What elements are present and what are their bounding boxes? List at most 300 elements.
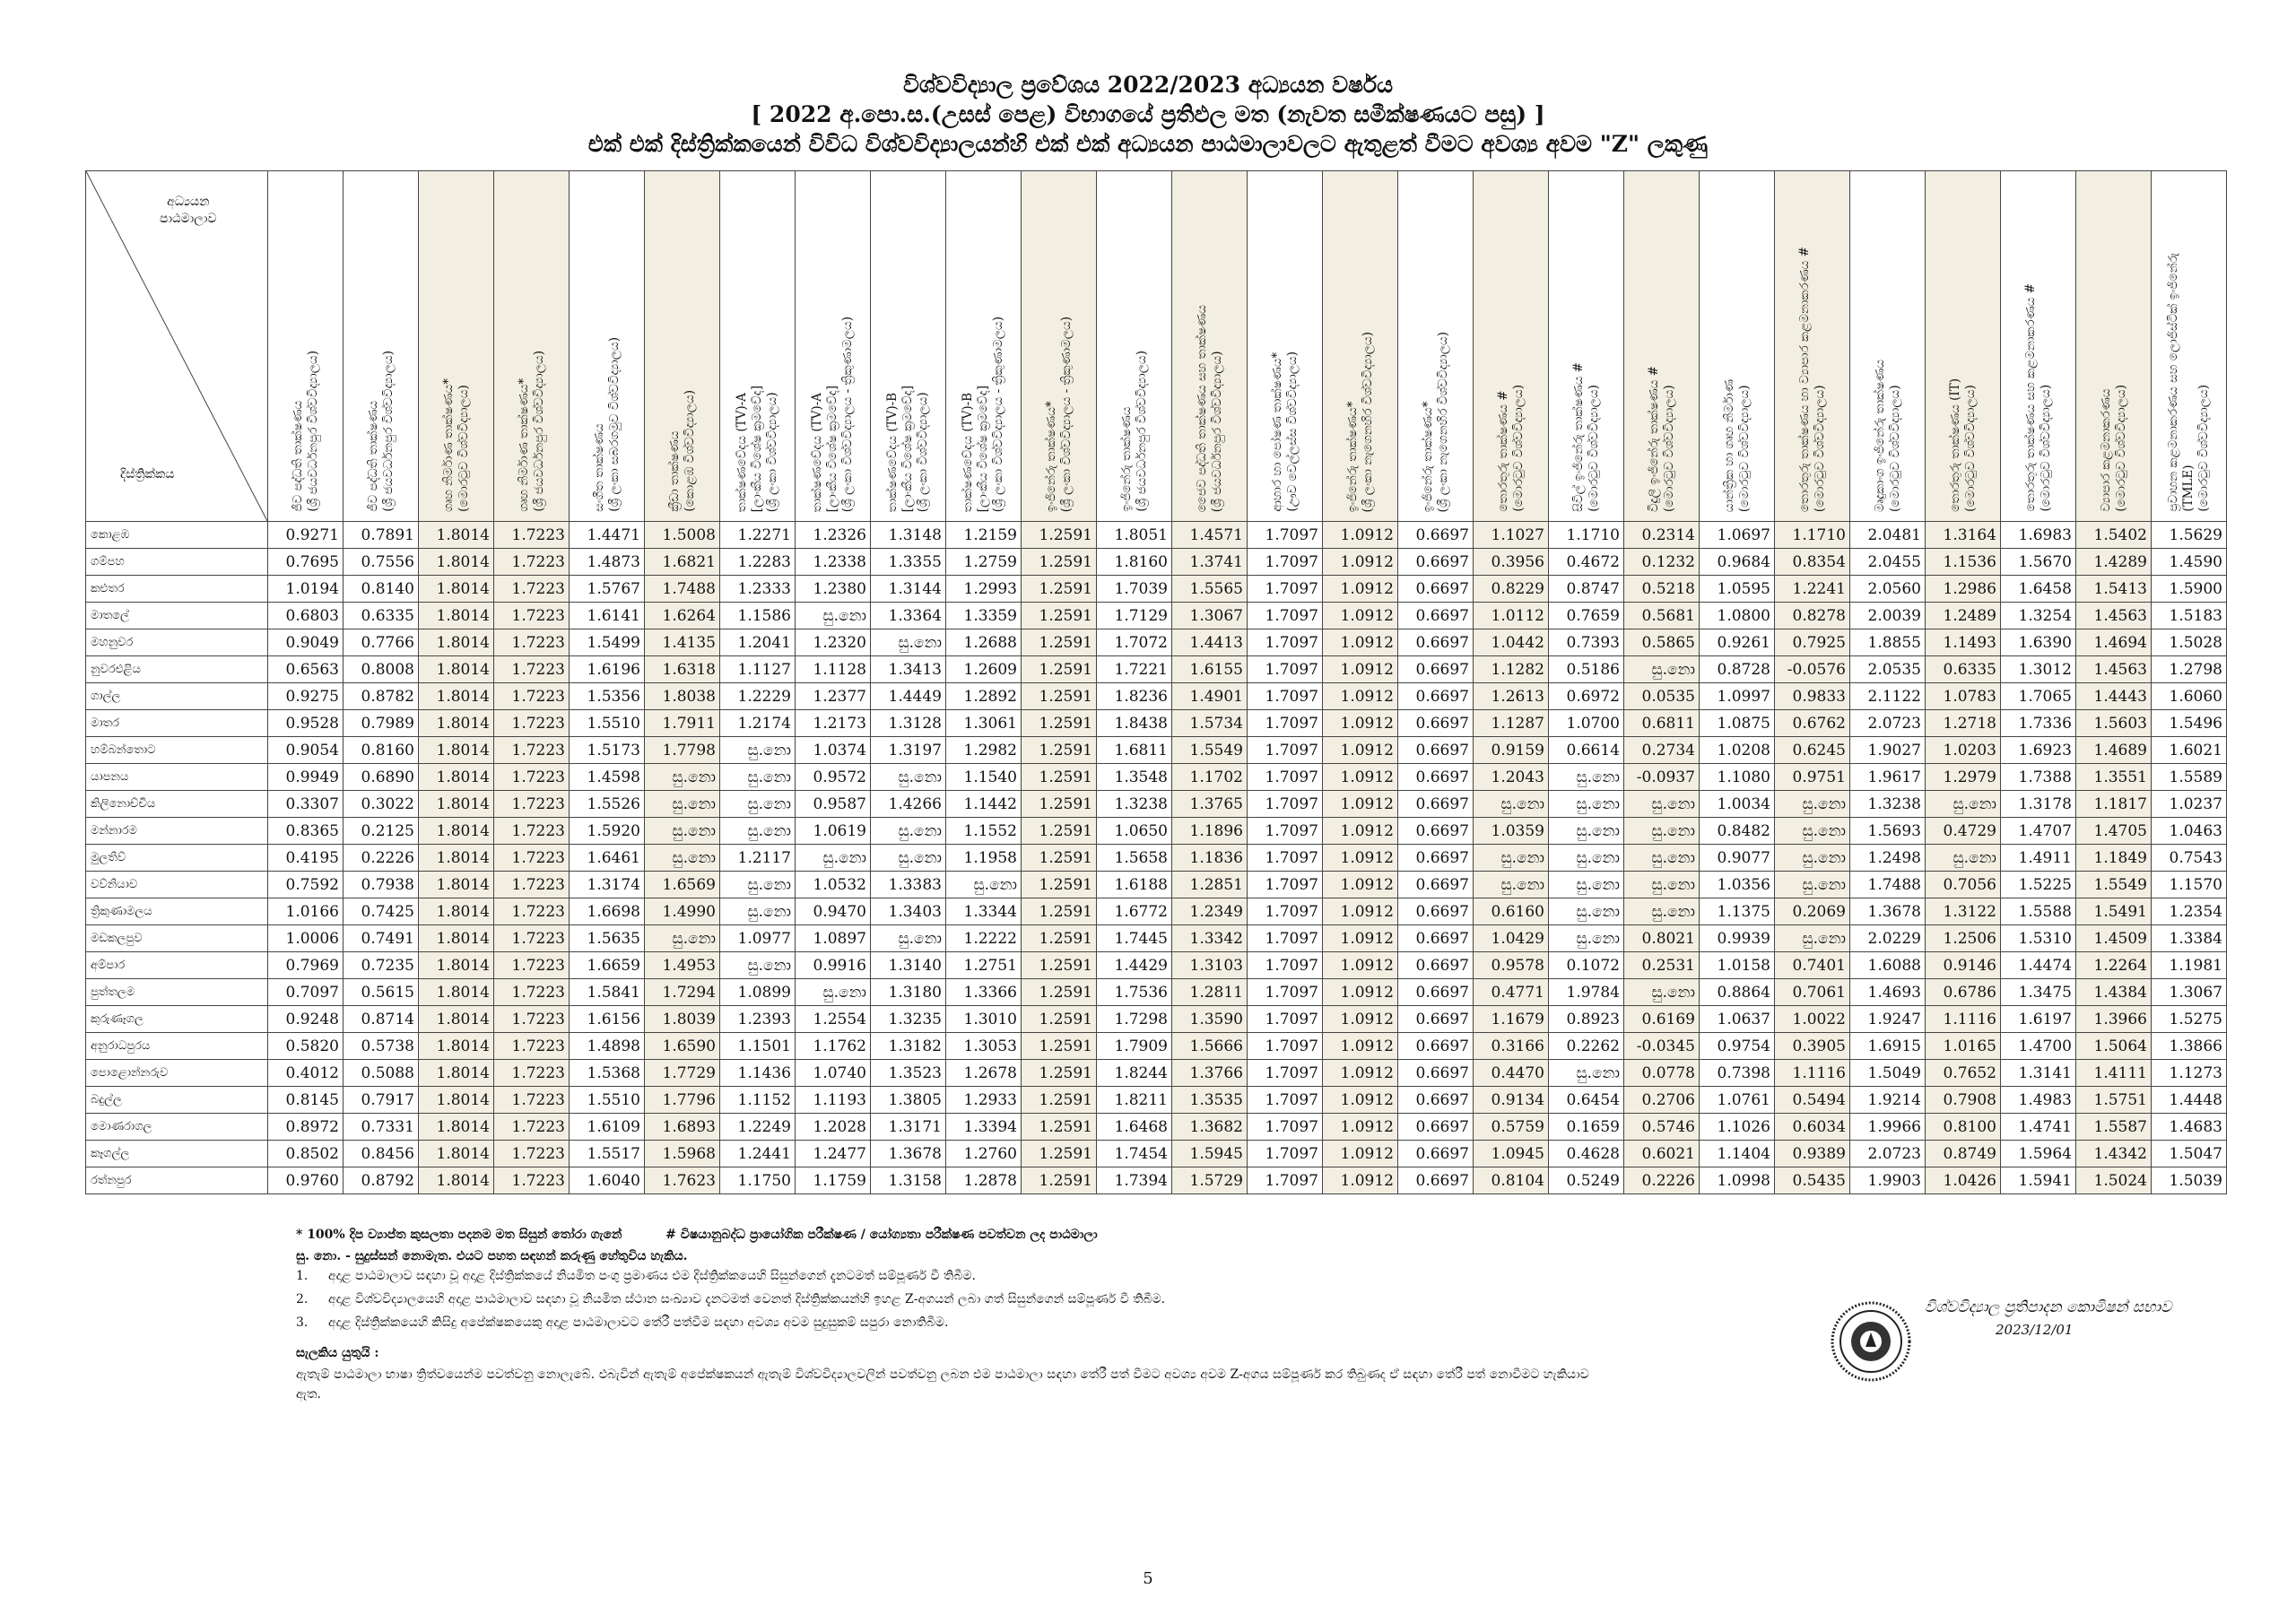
z-score-cell: 0.6890 <box>344 764 419 791</box>
z-score-cell: 1.0912 <box>1323 1060 1398 1087</box>
z-score-cell: 1.8039 <box>645 1006 720 1033</box>
z-score-cell: 0.4470 <box>1474 1060 1549 1087</box>
z-score-cell: 1.5945 <box>1172 1141 1248 1167</box>
district-name: කුරුණෑගල <box>86 1006 268 1033</box>
z-score-cell: 1.7623 <box>645 1167 720 1194</box>
z-score-cell: 0.3166 <box>1474 1033 1549 1060</box>
table-row <box>86 576 2227 603</box>
note-item-number: 3. <box>296 1315 309 1330</box>
z-score-cell: 1.9027 <box>1850 737 1926 764</box>
column-header-label: ජීව පද්ධති තාක්ෂණය (ශ්‍රී ජයවර්ධනපුර විශ්වවිද්‍යාලය) <box>290 351 320 512</box>
z-score-cell: 1.2851 <box>1172 872 1248 898</box>
z-score-cell: 1.5587 <box>2076 1114 2152 1141</box>
z-score-cell: 1.9784 <box>1549 979 1624 1006</box>
column-header-label: තාක්ෂණවේදය (TV)-A [ලාංකීය විශේෂ ක්‍රමවේද] (ශ්‍රී ලංකා විශ්වවිද්‍යාලය) <box>735 385 779 512</box>
z-score-cell: 1.0650 <box>1097 818 1172 845</box>
column-header <box>1850 171 1926 522</box>
z-score-cell: 1.2320 <box>796 629 871 656</box>
z-score-cell: 1.4683 <box>2152 1114 2227 1141</box>
z-score-cell: 1.3590 <box>1172 1006 1248 1033</box>
z-score-cell: 1.4111 <box>2076 1060 2152 1087</box>
z-score-cell: 1.4873 <box>570 549 645 576</box>
z-score-cell: -0.0345 <box>1624 1033 1700 1060</box>
district-name: මොණරාගල <box>86 1114 268 1141</box>
z-score-cell: 1.2489 <box>1926 603 2001 629</box>
z-score-cell: සු.නො <box>871 629 946 656</box>
z-score-cell: 1.7223 <box>494 522 570 549</box>
z-score-cell: 1.2591 <box>1022 1006 1097 1033</box>
z-score-cell: 1.2249 <box>720 1114 796 1141</box>
z-score-cell: 1.2591 <box>1022 522 1097 549</box>
z-score-cell: සු.නො <box>1624 791 1700 818</box>
z-score-cell: 1.7097 <box>1248 872 1323 898</box>
z-score-cell: 1.5049 <box>1850 1060 1926 1087</box>
z-score-cell: 1.6590 <box>645 1033 720 1060</box>
column-header <box>1022 171 1097 522</box>
column-header-label: තොරතුරු තාක්ෂණය හා ව්‍යාපාර කළමනාකරණය # (මොරටුව විශ්වවිද්‍යාලය) <box>1796 246 1827 512</box>
z-score-cell: 1.2264 <box>2076 952 2152 979</box>
z-score-cell: 0.6697 <box>1398 979 1474 1006</box>
z-score-cell: සු.නො <box>720 737 796 764</box>
z-score-cell: 1.7223 <box>494 845 570 872</box>
z-score-cell: 0.7917 <box>344 1087 419 1114</box>
z-score-cell: 1.5941 <box>2001 1167 2076 1194</box>
z-score-cell: සු.නො <box>1775 872 1850 898</box>
z-score-cell: 1.7223 <box>494 952 570 979</box>
column-header-label: ගෘහ නිර්මාණ තාක්ෂණය* (ශ්‍රී ජයවර්ධනපුර විශ්වවිද්‍යාලය) <box>516 351 546 512</box>
z-score-cell: 1.7097 <box>1248 791 1323 818</box>
z-score-cell: සු.නො <box>1549 791 1624 818</box>
table-row <box>86 764 2227 791</box>
z-score-cell: 1.0619 <box>796 818 871 845</box>
z-score-cell: 1.1817 <box>2076 791 2152 818</box>
z-score-cell: 1.0637 <box>1700 1006 1775 1033</box>
z-score-cell: 1.7097 <box>1248 898 1323 925</box>
z-score-cell: සු.නො <box>1474 872 1549 898</box>
z-score-cell: 1.5496 <box>2152 710 2227 737</box>
table-row <box>86 1114 2227 1141</box>
z-score-cell: 0.3956 <box>1474 549 1549 576</box>
z-score-cell: 2.0455 <box>1850 549 1926 576</box>
z-score-cell: 1.4953 <box>645 952 720 979</box>
z-score-cell: 1.7394 <box>1097 1167 1172 1194</box>
z-score-cell: 1.7223 <box>494 656 570 683</box>
note-line-2: සු. නො. - සුදුස්සන් නොමැත. එයට පහත සඳහන් කරුණු හේතුවිය හැකිය. <box>296 1249 688 1263</box>
z-score-cell: 1.7097 <box>1248 979 1323 1006</box>
z-score-table <box>85 170 2227 1194</box>
z-score-cell: 1.4983 <box>2001 1087 2076 1114</box>
z-score-cell: 0.7331 <box>344 1114 419 1141</box>
z-score-cell: 1.5413 <box>2076 576 2152 603</box>
z-score-cell: 0.9760 <box>268 1167 344 1194</box>
z-score-cell: 0.7925 <box>1775 629 1850 656</box>
column-header <box>2001 171 2076 522</box>
column-header <box>2152 171 2227 522</box>
z-score-cell: 1.6458 <box>2001 576 2076 603</box>
z-score-cell: 1.0022 <box>1775 1006 1850 1033</box>
z-score-cell: 1.1836 <box>1172 845 1248 872</box>
table-corner-header <box>86 171 268 522</box>
z-score-cell: 0.5681 <box>1624 603 1700 629</box>
z-score-cell: 0.1072 <box>1549 952 1624 979</box>
z-score-cell: සු.නො <box>871 764 946 791</box>
z-score-cell: 1.3475 <box>2001 979 2076 1006</box>
z-score-cell: 0.8278 <box>1775 603 1850 629</box>
table-row <box>86 737 2227 764</box>
z-score-cell: 1.7072 <box>1097 629 1172 656</box>
z-score-cell: 1.2271 <box>720 522 796 549</box>
z-score-cell: 1.6390 <box>2001 629 2076 656</box>
table-row <box>86 952 2227 979</box>
z-score-cell: 2.0535 <box>1850 656 1926 683</box>
z-score-cell: 0.7393 <box>1549 629 1624 656</box>
z-score-cell: 1.1849 <box>2076 845 2152 872</box>
z-score-cell: 1.4598 <box>570 764 645 791</box>
z-score-cell: 0.8160 <box>344 737 419 764</box>
z-score-cell: 1.6811 <box>1097 737 1172 764</box>
z-score-cell: 0.8972 <box>268 1114 344 1141</box>
z-score-cell: 1.4448 <box>2152 1087 2227 1114</box>
z-score-cell: 0.9470 <box>796 898 871 925</box>
z-score-cell: 1.7223 <box>494 1141 570 1167</box>
column-header <box>1549 171 1624 522</box>
z-score-cell: 0.6335 <box>344 603 419 629</box>
z-score-cell: 0.2531 <box>1624 952 1700 979</box>
note-item <box>296 1266 1165 1286</box>
z-score-cell: 1.1710 <box>1775 522 1850 549</box>
district-name: මාතර <box>86 710 268 737</box>
z-score-cell: 1.0912 <box>1323 791 1398 818</box>
z-score-cell: සු.නො <box>1624 979 1700 1006</box>
z-score-cell: 1.7294 <box>645 979 720 1006</box>
z-score-cell: 1.5183 <box>2152 603 2227 629</box>
z-score-cell: සු.නො <box>796 603 871 629</box>
z-score-cell: 1.0912 <box>1323 1033 1398 1060</box>
column-header-label: ක්‍රීඩා තාක්ෂණය (කොළඹ විශ්වවිද්‍යාලය) <box>666 390 697 512</box>
z-score-cell: 1.5275 <box>2152 1006 2227 1033</box>
title-line-2: [ 2022 අ.පො.ස.(උසස් පෙළ) විභාගයේ ප්‍රතිඵල මත (නැවත සමීක්ෂණයට පසු) ] <box>751 101 1545 127</box>
column-header-label: ඉංජිනේරු තාක්ෂණය (ශ්‍රී ජයවර්ධනපුර විශ්වවිද්‍යාලය) <box>1118 351 1149 512</box>
z-score-cell: 1.8014 <box>419 656 494 683</box>
z-score-cell: 1.4563 <box>2076 656 2152 683</box>
z-score-cell: 0.9684 <box>1700 549 1775 576</box>
z-score-cell: 1.7911 <box>645 710 720 737</box>
z-score-cell: 1.3682 <box>1172 1114 1248 1141</box>
z-score-cell: 1.3180 <box>871 979 946 1006</box>
z-score-cell: 1.0912 <box>1323 656 1398 683</box>
z-score-cell: 1.1710 <box>1549 522 1624 549</box>
z-score-cell: 1.7223 <box>494 1087 570 1114</box>
z-score-cell: 1.7298 <box>1097 1006 1172 1033</box>
z-score-cell: 1.5589 <box>2152 764 2227 791</box>
z-score-cell: 1.8014 <box>419 549 494 576</box>
z-score-cell: 1.2718 <box>1926 710 2001 737</box>
column-header-label: තොරතුරු තාක්ෂණය සහ කළමනාකරණය # (මොරටුව විශ්වවිද්‍යාලය) <box>2022 283 2053 512</box>
z-score-cell: සු.නො <box>720 952 796 979</box>
z-score-cell: 0.6160 <box>1474 898 1549 925</box>
z-score-cell: 1.7097 <box>1248 737 1323 764</box>
z-score-cell: 1.4266 <box>871 791 946 818</box>
z-score-cell: 1.3403 <box>871 898 946 925</box>
z-score-cell: 1.5173 <box>570 737 645 764</box>
z-score-cell: 2.1122 <box>1850 683 1926 710</box>
z-score-cell: සු.නො <box>720 872 796 898</box>
z-score-cell: 1.7097 <box>1248 1006 1323 1033</box>
z-score-cell: 1.0426 <box>1926 1167 2001 1194</box>
z-score-cell: 0.6697 <box>1398 737 1474 764</box>
z-score-cell: 1.3182 <box>871 1033 946 1060</box>
z-score-cell: 0.6697 <box>1398 818 1474 845</box>
z-score-cell: 0.6169 <box>1624 1006 1700 1033</box>
table-row <box>86 1141 2227 1167</box>
z-score-cell: 1.8014 <box>419 737 494 764</box>
z-score-cell: 1.4384 <box>2076 979 2152 1006</box>
z-score-cell: 1.7097 <box>1248 1141 1323 1167</box>
z-score-cell: 1.7388 <box>2001 764 2076 791</box>
z-score-cell: 0.6697 <box>1398 764 1474 791</box>
z-score-cell: 1.7223 <box>494 1060 570 1087</box>
z-score-cell: 1.7097 <box>1248 1114 1323 1141</box>
z-score-cell: 0.9587 <box>796 791 871 818</box>
z-score-cell: 1.0875 <box>1700 710 1775 737</box>
z-score-cell: 1.7097 <box>1248 1033 1323 1060</box>
z-score-cell: 0.8482 <box>1700 818 1775 845</box>
z-score-cell: 1.5841 <box>570 979 645 1006</box>
z-score-cell: සු.නො <box>720 818 796 845</box>
z-score-cell: 1.0912 <box>1323 1087 1398 1114</box>
z-score-cell: 0.6697 <box>1398 656 1474 683</box>
z-score-cell: 1.3144 <box>871 576 946 603</box>
z-score-cell: 1.8014 <box>419 1087 494 1114</box>
z-score-cell: 1.1586 <box>720 603 796 629</box>
z-score-cell: 1.5024 <box>2076 1167 2152 1194</box>
z-score-cell: 1.0374 <box>796 737 871 764</box>
z-score-cell: 1.2174 <box>720 710 796 737</box>
z-score-cell: 0.6021 <box>1624 1141 1700 1167</box>
z-score-cell: 1.8014 <box>419 898 494 925</box>
z-score-cell: 1.7097 <box>1248 818 1323 845</box>
z-score-cell: 1.3535 <box>1172 1087 1248 1114</box>
column-header-label: ගෘහ නිර්මාණ තාක්ෂණය* (මොරටුව විශ්වවිද්‍යාලය) <box>440 378 471 512</box>
z-score-cell: 1.9903 <box>1850 1167 1926 1194</box>
z-score-cell: 2.0723 <box>1850 1141 1926 1167</box>
z-score-cell: 1.1436 <box>720 1060 796 1087</box>
commission-date: 2023/12/01 <box>1996 1322 2074 1338</box>
z-score-cell: 1.2229 <box>720 683 796 710</box>
z-score-cell: සු.නො <box>1549 1060 1624 1087</box>
district-name: අම්පාර <box>86 952 268 979</box>
z-score-cell: 0.2314 <box>1624 522 1700 549</box>
z-score-cell: 1.5310 <box>2001 925 2076 952</box>
table-body <box>86 522 2227 1194</box>
column-header <box>1926 171 2001 522</box>
z-score-cell: 1.5510 <box>570 1087 645 1114</box>
z-score-cell: 1.2477 <box>796 1141 871 1167</box>
z-score-cell: 1.1958 <box>946 845 1022 872</box>
z-score-cell: 1.2591 <box>1022 576 1097 603</box>
z-score-cell: 1.7039 <box>1097 576 1172 603</box>
z-score-cell: 0.7592 <box>268 872 344 898</box>
z-score-cell: 1.2028 <box>796 1114 871 1141</box>
z-score-cell: 1.4443 <box>2076 683 2152 710</box>
z-score-cell: 0.4729 <box>1926 818 2001 845</box>
column-header <box>570 171 645 522</box>
z-score-cell: 0.2226 <box>344 845 419 872</box>
z-score-cell: 0.6803 <box>268 603 344 629</box>
z-score-cell: 1.3355 <box>871 549 946 576</box>
z-score-cell: 1.9247 <box>1850 1006 1926 1033</box>
z-score-cell: 1.4689 <box>2076 737 2152 764</box>
table-row <box>86 1060 2227 1087</box>
district-name: අනුරාධපුරය <box>86 1033 268 1060</box>
z-score-cell: 1.3551 <box>2076 764 2152 791</box>
z-score-cell: 1.7097 <box>1248 629 1323 656</box>
z-score-cell: 1.0006 <box>268 925 344 952</box>
z-score-cell: 0.6697 <box>1398 898 1474 925</box>
z-score-cell: 1.2241 <box>1775 576 1850 603</box>
z-score-cell: 1.2591 <box>1022 1033 1097 1060</box>
z-score-cell: 0.6697 <box>1398 576 1474 603</box>
z-score-cell: -0.0576 <box>1775 656 1850 683</box>
z-score-cell: 1.7223 <box>494 683 570 710</box>
attention-text: ඇතැම් පාඨමාලා භාෂා ත්‍රිත්වයෙන්ම පවත්වනු නොලැබේ. එබැවින් ඇතැම් අපේක්ෂකයන් ඇතැම් විශ්වවිද්‍යාලවලින් පවත්වනු ලබන එම පාඨමාලා සඳහා තේරී පත් වීමට අවශ්‍ය අවම Z-අගය සම්පූර්ණ කර තිබුණද ඒ සඳහා තේරී පත් නොවීමට හැකියාව ඇත. <box>296 1367 1589 1402</box>
z-score-cell: සු.නො <box>1624 845 1700 872</box>
z-score-cell: 0.6697 <box>1398 1060 1474 1087</box>
z-score-cell: 1.8051 <box>1097 522 1172 549</box>
z-score-cell: සු.නො <box>645 791 720 818</box>
z-score-cell: 1.8014 <box>419 629 494 656</box>
z-score-cell: 1.1759 <box>796 1167 871 1194</box>
z-score-cell: සු.නො <box>871 845 946 872</box>
z-score-cell: 1.7097 <box>1248 1060 1323 1087</box>
z-score-cell: 1.1536 <box>1926 549 2001 576</box>
z-score-cell: 0.5738 <box>344 1033 419 1060</box>
z-score-cell: 0.1232 <box>1624 549 1700 576</box>
z-score-cell: 1.7223 <box>494 898 570 925</box>
z-score-cell: සු.නො <box>1775 818 1850 845</box>
column-header <box>268 171 344 522</box>
z-score-cell: 1.6983 <box>2001 522 2076 549</box>
z-score-cell: 1.5517 <box>570 1141 645 1167</box>
z-score-cell: 0.8456 <box>344 1141 419 1167</box>
z-score-cell: 1.7223 <box>494 737 570 764</box>
z-score-cell: 0.2125 <box>344 818 419 845</box>
z-score-cell: 1.2993 <box>946 576 1022 603</box>
z-score-cell: 0.6697 <box>1398 710 1474 737</box>
z-score-cell: සු.නො <box>1926 791 2001 818</box>
z-score-cell: 1.1679 <box>1474 1006 1549 1033</box>
z-score-cell: 1.0912 <box>1323 818 1398 845</box>
z-score-cell: 0.9134 <box>1474 1087 1549 1114</box>
z-score-cell: 1.2041 <box>720 629 796 656</box>
z-score-cell: 0.9578 <box>1474 952 1549 979</box>
table-header-row <box>86 171 2227 522</box>
note-item-text: අදාළ දිස්ත්‍රික්කයෙහි කිසිදු අපේක්ෂකයෙකු අදාළ පාඨමාලාවට තේරී පත්වීම සඳහා අවශ්‍ය අවම සුදුසුකම් සපුරා නොතිබීම. <box>328 1315 949 1330</box>
z-score-cell: 1.7909 <box>1097 1033 1172 1060</box>
z-score-cell: සු.නො <box>1549 925 1624 952</box>
z-score-cell: 0.4771 <box>1474 979 1549 1006</box>
z-score-cell: 0.6786 <box>1926 979 2001 1006</box>
z-score-cell: 1.2506 <box>1926 925 2001 952</box>
z-score-cell: සු.නො <box>946 872 1022 898</box>
z-score-cell: 1.5629 <box>2152 522 2227 549</box>
z-score-cell: 1.0912 <box>1323 872 1398 898</box>
z-score-cell: 1.1570 <box>2152 872 2227 898</box>
z-score-cell: සු.නො <box>871 818 946 845</box>
z-score-cell: 1.0034 <box>1700 791 1775 818</box>
district-name: ත්‍රිකුණාමලය <box>86 898 268 925</box>
z-score-cell: 1.0700 <box>1549 710 1624 737</box>
z-score-cell: 1.6156 <box>570 1006 645 1033</box>
z-score-cell: 1.0912 <box>1323 1114 1398 1141</box>
column-header <box>1624 171 1700 522</box>
column-header-label: සිවිල් ඉංජිනේරු තාක්ෂණය # (මොරටුව විශ්වවිද්‍යාලය) <box>1570 362 1601 512</box>
z-score-cell: 1.8014 <box>419 872 494 898</box>
column-header <box>796 171 871 522</box>
z-score-cell: සු.නො <box>1775 845 1850 872</box>
z-score-cell: 1.4563 <box>2076 603 2152 629</box>
z-score-cell: සු.නො <box>1474 791 1549 818</box>
z-score-cell: 1.6088 <box>1850 952 1926 979</box>
z-score-cell: 0.9389 <box>1775 1141 1850 1167</box>
z-score-cell: 1.5635 <box>570 925 645 952</box>
z-score-cell: 1.5225 <box>2001 872 2076 898</box>
z-score-cell: 1.3805 <box>871 1087 946 1114</box>
z-score-cell: 1.7223 <box>494 1006 570 1033</box>
z-score-cell: 1.0912 <box>1323 979 1398 1006</box>
z-score-cell: 1.3178 <box>2001 791 2076 818</box>
z-score-cell: 0.8140 <box>344 576 419 603</box>
z-score-cell: 1.5658 <box>1097 845 1172 872</box>
z-score-cell: 1.7221 <box>1097 656 1172 683</box>
z-score-cell: 0.6697 <box>1398 1167 1474 1194</box>
z-score-cell: 1.2591 <box>1022 818 1097 845</box>
z-score-cell: 1.0194 <box>268 576 344 603</box>
z-score-cell: 1.2760 <box>946 1141 1022 1167</box>
z-score-cell: 1.0761 <box>1700 1087 1775 1114</box>
z-score-cell: 0.6245 <box>1775 737 1850 764</box>
z-score-cell: 2.0560 <box>1850 576 1926 603</box>
z-score-cell: 1.5693 <box>1850 818 1926 845</box>
district-name: කෑගල්ල <box>86 1141 268 1167</box>
district-name: හම්බන්තොට <box>86 737 268 764</box>
note-line-1: * 100% දිප ව්‍යාප්ත කුසලතා පදනම මත සිසුන් තෝරා ගැනේ # විෂයානුබද්ධ ප්‍රායෝගික පරීක්ෂණ / යෝග්‍යතා පරීක්ෂණ පවත්වන ලද පාඨමාලා <box>296 1228 1098 1242</box>
z-score-cell: 1.0912 <box>1323 1167 1398 1194</box>
title-line-3: එක් එක් දිස්ත්‍රික්කයෙන් විවිධ විශ්වවිද්‍යාලයන්හි එක් එක් අධ්‍යයන පාඨමාලාවලට ඇතුළත් වීමට අවශ්‍ය අවම "Z" ලකුණු <box>587 131 1709 157</box>
z-score-cell: 1.2609 <box>946 656 1022 683</box>
table-row <box>86 522 2227 549</box>
z-score-cell: 1.7097 <box>1248 522 1323 549</box>
z-score-cell: 1.0912 <box>1323 845 1398 872</box>
z-score-cell: 0.6697 <box>1398 1114 1474 1141</box>
z-score-cell: 1.0912 <box>1323 683 1398 710</box>
z-score-cell: 0.6697 <box>1398 1087 1474 1114</box>
z-score-cell: 0.7097 <box>268 979 344 1006</box>
z-score-cell: 1.5491 <box>2076 898 2152 925</box>
z-score-cell: සු.නො <box>645 845 720 872</box>
z-score-cell: 1.4135 <box>645 629 720 656</box>
z-score-cell: 1.1273 <box>2152 1060 2227 1087</box>
z-score-cell: 1.8438 <box>1097 710 1172 737</box>
column-header <box>419 171 494 522</box>
column-header <box>1323 171 1398 522</box>
column-header-label: තාක්ෂණවේදය (TV)-A [ලාංකීය විශේෂ ක්‍රමවේද] (ශ්‍රී ලංකා විශ්වවිද්‍යාලය - ත්‍රිකුණාමලය) <box>810 316 855 512</box>
z-score-cell: 1.7097 <box>1248 1087 1323 1114</box>
z-score-cell: 0.7556 <box>344 549 419 576</box>
z-score-cell: 0.5746 <box>1624 1114 1700 1141</box>
z-score-cell: 1.8160 <box>1097 549 1172 576</box>
z-score-cell: 1.7223 <box>494 791 570 818</box>
